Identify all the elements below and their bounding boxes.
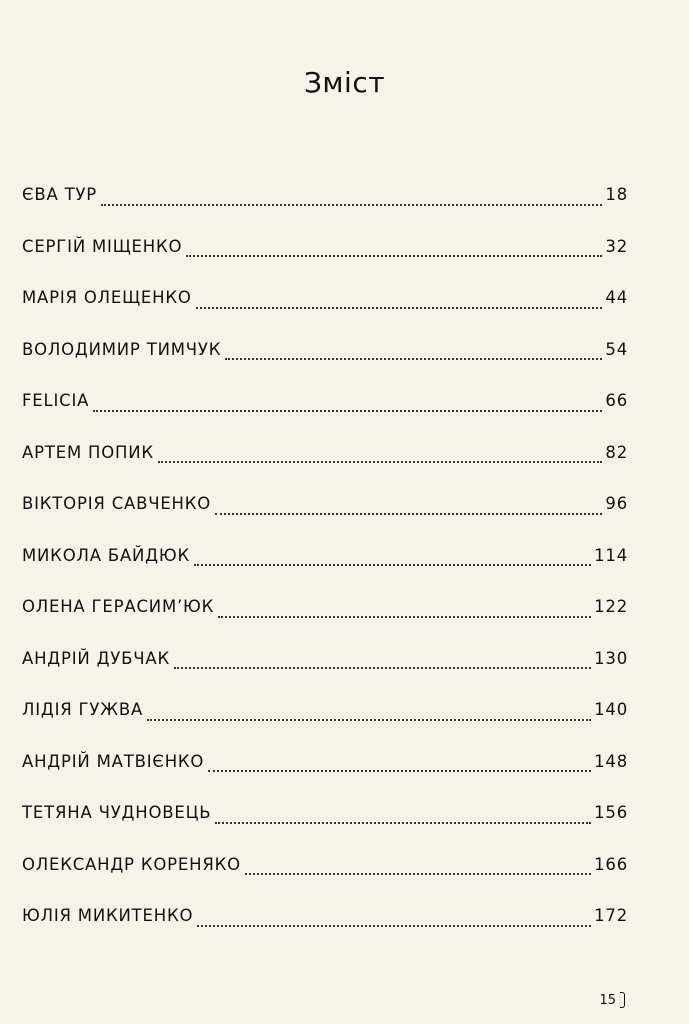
toc-entry [22, 581, 628, 633]
dot-leader [215, 501, 602, 515]
dot-leader [194, 552, 591, 566]
dot-leader [208, 758, 591, 772]
page-title: Зміст [303, 66, 386, 99]
toc-entry-page: 18 [605, 185, 628, 205]
toc-entry [22, 890, 628, 942]
toc-entry [22, 478, 628, 530]
dot-leader [218, 604, 591, 618]
dot-leader [101, 192, 602, 206]
toc-entry [22, 787, 628, 839]
dot-leader [186, 243, 602, 257]
bracket-icon [620, 992, 625, 1008]
toc-entry [22, 375, 628, 427]
page-number-text: 15 [599, 992, 616, 1008]
toc-entry [22, 633, 628, 685]
toc-entry-page: 166 [594, 854, 628, 874]
toc-entry-name: АНДРІЙ МАТВІЄНКО [22, 751, 205, 771]
toc-entry-page: 140 [594, 700, 628, 720]
toc-entry [22, 427, 628, 479]
toc-entry-page: 122 [594, 597, 628, 617]
toc-entry-name: МАРІЯ ОЛЕЩЕНКО [22, 288, 192, 308]
toc-entry-page: 54 [605, 339, 628, 359]
toc-entry [22, 221, 628, 273]
toc-entry-name: ТЕТЯНА ЧУДНОВЕЦЬ [22, 803, 212, 823]
dot-leader [174, 655, 591, 669]
toc-entry-name: FELICIA [22, 391, 90, 411]
dot-leader [147, 707, 591, 721]
toc-entry [22, 169, 628, 221]
dot-leader [93, 398, 602, 412]
page-number [599, 992, 625, 1008]
toc-entry [22, 684, 628, 736]
toc-entry [22, 736, 628, 788]
toc-entry-name: МИКОЛА БАЙДЮК [22, 545, 190, 565]
toc-entry-page: 96 [605, 494, 628, 514]
toc-entry-page: 130 [594, 648, 628, 668]
toc-entry-name: ОЛЕКСАНДР КОРЕНЯКО [22, 854, 241, 874]
dot-leader [158, 449, 603, 463]
toc-entry-page: 156 [594, 803, 628, 823]
toc-entry-name: ЛІДІЯ ГУЖВА [22, 700, 144, 720]
toc-entry-name: ЄВА ТУР [22, 185, 98, 205]
toc-entry-page: 66 [605, 391, 628, 411]
toc-entry [22, 530, 628, 582]
toc-entry-page: 44 [605, 288, 628, 308]
toc-entry-name: АНДРІЙ ДУБЧАК [22, 648, 170, 668]
table-of-contents [22, 169, 628, 942]
toc-entry [22, 839, 628, 891]
toc-entry-page: 148 [594, 751, 628, 771]
toc-entry-page: 32 [605, 236, 628, 256]
toc-entry-page: 114 [594, 545, 628, 565]
toc-entry-name: ВІКТОРІЯ САВЧЕНКО [22, 494, 212, 514]
dot-leader [197, 913, 591, 927]
toc-entry-page: 82 [605, 442, 628, 462]
toc-entry [22, 272, 628, 324]
toc-entry-name: СЕРГІЙ МІЩЕНКО [22, 236, 183, 256]
ghost-line [360, 120, 640, 170]
dot-leader [196, 295, 603, 309]
toc-entry [22, 324, 628, 376]
toc-entry-name: ВОЛОДИМИР ТИМЧУК [22, 339, 222, 359]
toc-entry-name: АРТЕМ ПОПИК [22, 442, 154, 462]
toc-entry-page: 172 [594, 906, 628, 926]
dot-leader [225, 346, 602, 360]
dot-leader [215, 810, 591, 824]
toc-entry-name: ОЛЕНА ГЕРАСИМ’ЮК [22, 597, 215, 617]
dot-leader [245, 861, 591, 875]
toc-entry-name: ЮЛІЯ МИКИТЕНКО [22, 906, 194, 926]
